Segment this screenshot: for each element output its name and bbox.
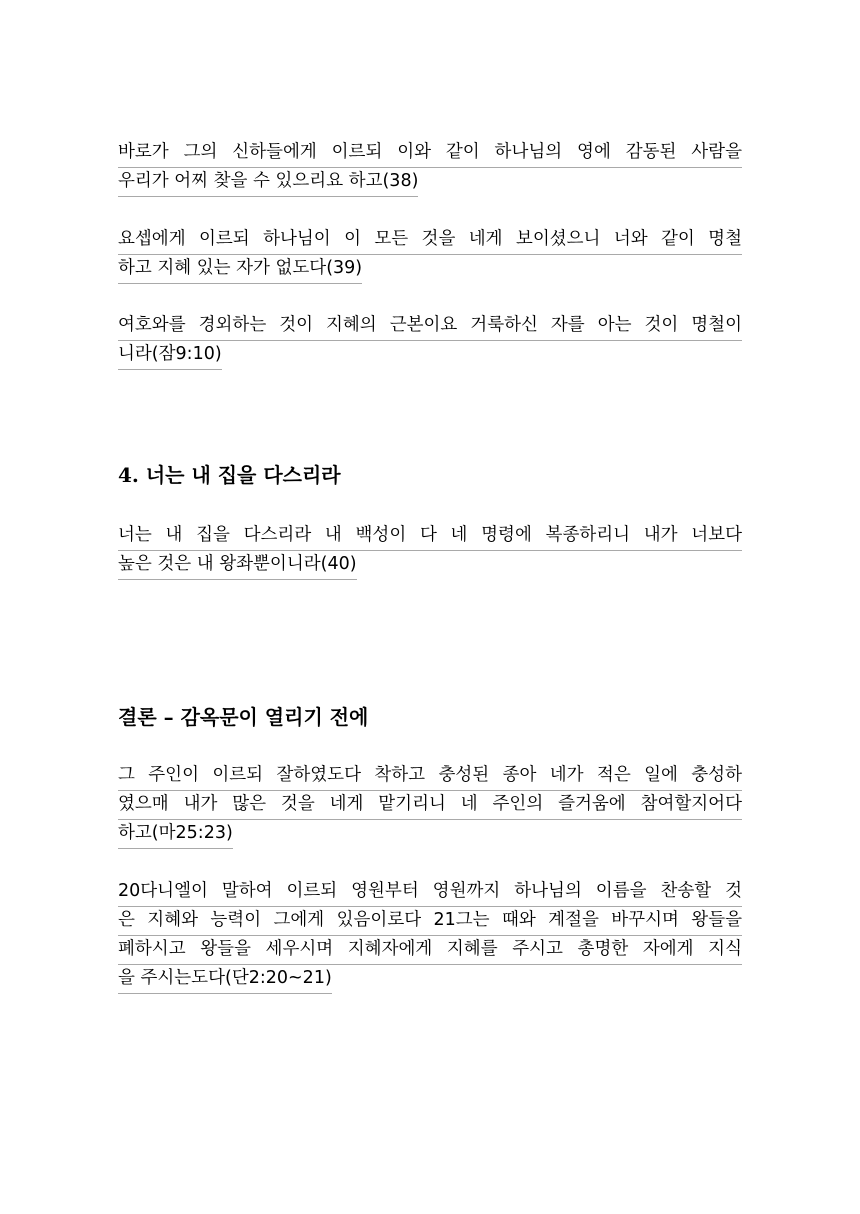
text-line: 하고(마25:23) xyxy=(118,820,233,849)
paragraph-rule-house xyxy=(118,522,742,584)
conclusion-heading: 결론 – 감옥문이 열리기 전에 xyxy=(118,705,369,729)
text-line: 요셉에게 이르되 하나님이 이 모든 것을 네게 보이셨으니 너와 같이 명철 xyxy=(118,226,742,255)
text-line: 하고 지혜 있는 자가 없도다(39) xyxy=(118,255,362,284)
text-line: 너는 내 집을 다스리라 내 백성이 다 네 명령에 복종하리니 내가 너보다 xyxy=(118,522,742,551)
text-line: 바로가 그의 신하들에게 이르되 이와 같이 하나님의 영에 감동된 사람을 xyxy=(118,139,742,168)
text-line: 을 주시는도다(단2:20~21) xyxy=(118,965,332,994)
paragraph-daniel xyxy=(118,878,742,998)
text-line: 였으매 내가 많은 것을 네게 맡기리니 네 주인의 즐거움에 참여할지어다 xyxy=(118,791,742,820)
text-line: 여호와를 경외하는 것이 지혜의 근본이요 거룩하신 자를 아는 것이 명철이 xyxy=(118,312,742,341)
paragraph-joseph xyxy=(118,226,742,288)
text-line: 우리가 어찌 찾을 수 있으리요 하고(38) xyxy=(118,168,418,197)
text-line: 니라(잠9:10) xyxy=(118,341,222,370)
text-line: 높은 것은 내 왕좌뿐이니라(40) xyxy=(118,551,357,580)
paragraph-matthew xyxy=(118,762,742,853)
text-line: 20다니엘이 말하여 이르되 영원부터 영원까지 하나님의 이름을 찬송할 것 xyxy=(118,878,742,907)
text-line: 은 지혜와 능력이 그에게 있음이로다 21그는 때와 계절을 바꾸시며 왕들을 xyxy=(118,907,742,936)
paragraph-pharaoh xyxy=(118,139,742,201)
paragraph-proverbs xyxy=(118,312,742,374)
text-line: 폐하시고 왕들을 세우시며 지혜자에게 지혜를 주시고 총명한 자에게 지식 xyxy=(118,936,742,965)
text-line: 그 주인이 이르되 잘하였도다 착하고 충성된 종아 네가 적은 일에 충성하 xyxy=(118,762,742,791)
section-heading: 4. 너는 내 집을 다스리라 xyxy=(118,463,341,487)
